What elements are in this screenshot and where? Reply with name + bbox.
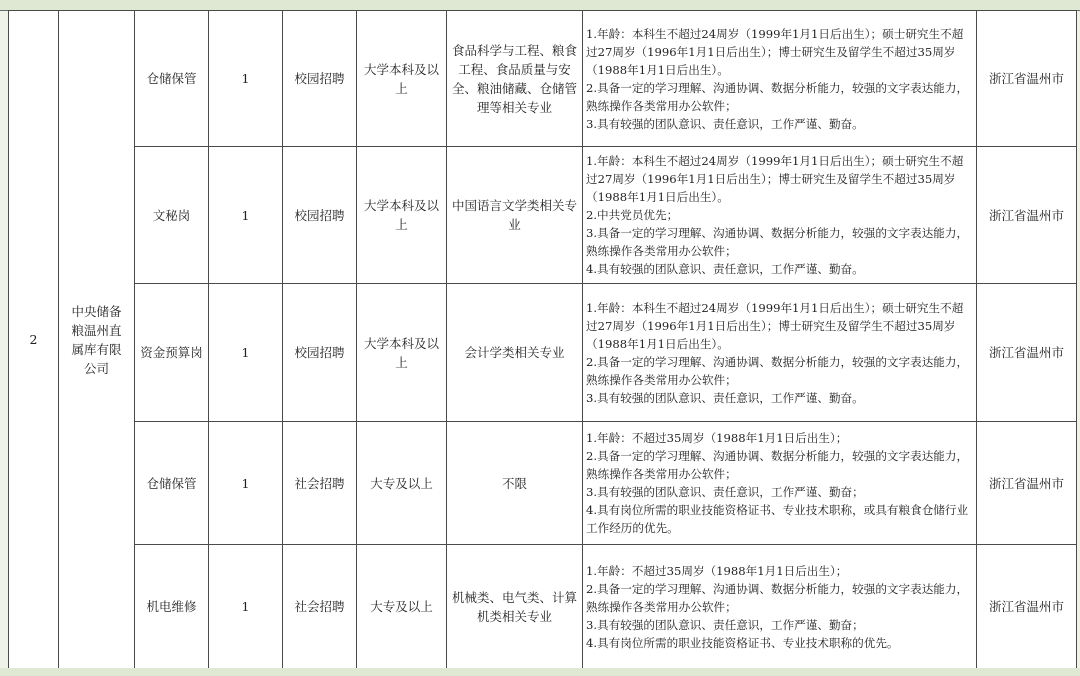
requirement-line: 4.具有岗位所需的职业技能资格证书、专业技术职称，或具有粮食仓储行业工作经历的优先。 [586,503,969,535]
table-row [9,147,1077,284]
requirements-cell [583,147,977,284]
education-cell: 大学本科及以上 [357,11,447,147]
requirement-line: 3.具有较强的团队意识、责任意识，工作严谨、勤奋； [586,485,864,499]
requirement-line: 3.具有较强的团队意识、责任意识，工作严谨、勤奋； [586,617,864,632]
requirement-line: 1.年龄：本科生不超过24周岁（1999年1月1日后出生）；硕士研究生不超过27周岁（1996年1月1日后出生）；博士研究生及留学生不超过35周岁（1988年1月1日后出生）。 [586,154,964,204]
seq-cell: 2 [9,11,59,669]
company-cell: 中央储备粮温州直属库有限公司 [59,11,135,669]
requirement-line: 1.年龄：本科生不超过24周岁（1999年1月1日后出生）；硕士研究生不超过27周岁（1996年1月1日后出生）；博士研究生及留学生不超过35周岁（1988年1月1日后出生）。 [586,300,964,351]
requirement-line: 1.年龄：本科生不超过24周岁（1999年1月1日后出生）；硕士研究生不超过27周岁（1996年1月1日后出生）；博士研究生及留学生不超过35周岁（1988年1月1日后出生）。 [586,26,964,77]
requirement-line: 2.具备一定的学习理解、沟通协调、数据分析能力，较强的文字表达能力，熟练操作各类常用办公软件； [586,354,969,387]
education-cell: 大学本科及以上 [357,284,447,422]
requirement-line: 3.具备一定的学习理解、沟通协调、数据分析能力，较强的文字表达能力，熟练操作各类常用办公软件； [586,226,969,258]
location-cell: 浙江省温州市 [977,422,1077,545]
location-cell: 浙江省温州市 [977,11,1077,147]
requirement-line: 2.中共党员优先； [586,208,679,222]
education-cell: 大学本科及以上 [357,147,447,284]
method-cell: 校园招聘 [283,147,357,284]
major-cell: 食品科学与工程、粮食工程、食品质量与安全、粮油储藏、仓储管理等相关专业 [447,11,583,147]
count-cell: 1 [209,545,283,669]
count-cell: 1 [209,284,283,422]
major-cell: 机械类、电气类、计算机类相关专业 [447,545,583,669]
major-cell: 会计学类相关专业 [447,284,583,422]
method-cell: 校园招聘 [283,284,357,422]
count-cell: 1 [209,422,283,545]
major-cell: 中国语言文学类相关专业 [447,147,583,284]
table-row [9,284,1077,422]
education-cell: 大专及以上 [357,422,447,545]
table-row [9,545,1077,669]
requirement-line: 3.具有较强的团队意识、责任意识，工作严谨、勤奋。 [586,116,864,131]
count-cell: 1 [209,147,283,284]
requirement-line: 2.具备一定的学习理解、沟通协调、数据分析能力，较强的文字表达能力，熟练操作各类常用办公软件； [586,581,969,614]
recruitment-table [8,10,1077,669]
position-cell: 文秘岗 [135,147,209,284]
position-cell: 仓储保管 [135,422,209,545]
method-cell: 社会招聘 [283,422,357,545]
bottom-border-band [0,668,1080,676]
major-cell: 不限 [447,422,583,545]
table-row [9,11,1077,147]
requirement-line: 1.年龄：不超过35周岁（1988年1月1日后出生）； [586,563,848,578]
requirements-cell [583,422,977,545]
method-cell: 校园招聘 [283,11,357,147]
method-cell: 社会招聘 [283,545,357,669]
requirement-line: 3.具有较强的团队意识、责任意识，工作严谨、勤奋。 [586,390,864,405]
table-row [9,422,1077,545]
count-cell: 1 [209,11,283,147]
requirements-cell [583,284,977,422]
location-cell: 浙江省温州市 [977,545,1077,669]
education-cell: 大专及以上 [357,545,447,669]
location-cell: 浙江省温州市 [977,284,1077,422]
requirement-line: 2.具备一定的学习理解、沟通协调、数据分析能力，较强的文字表达能力，熟练操作各类常用办公软件； [586,449,969,481]
requirement-line: 4.具有岗位所需的职业技能资格证书、专业技术职称的优先。 [586,635,899,650]
requirement-line: 4.具有较强的团队意识、责任意识，工作严谨、勤奋。 [586,262,864,276]
requirements-cell [583,11,977,147]
position-cell: 仓储保管 [135,11,209,147]
requirements-cell [583,545,977,669]
position-cell: 资金预算岗 [135,284,209,422]
requirement-line: 1.年龄：不超过35周岁（1988年1月1日后出生）； [586,431,848,445]
location-cell: 浙江省温州市 [977,147,1077,284]
requirement-line: 2.具备一定的学习理解、沟通协调、数据分析能力，较强的文字表达能力，熟练操作各类常用办公软件； [586,80,969,113]
position-cell: 机电维修 [135,545,209,669]
